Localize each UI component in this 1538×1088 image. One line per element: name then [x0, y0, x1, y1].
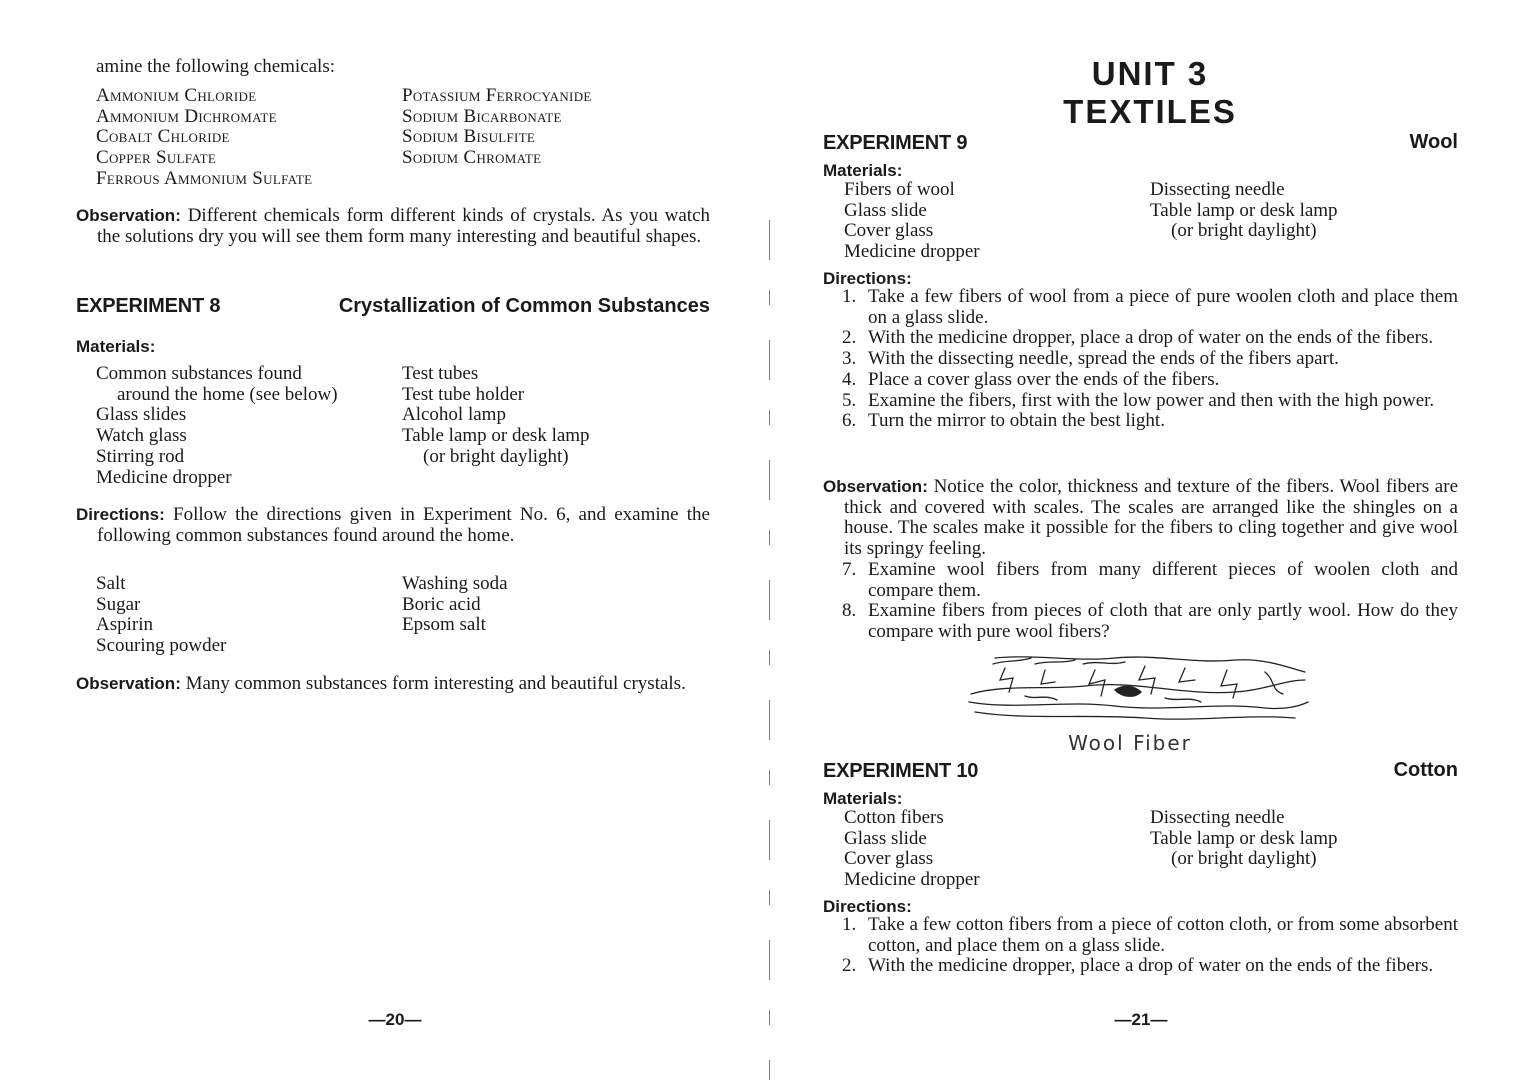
step-number: 7. [842, 559, 857, 580]
directions-label: Directions: [823, 269, 912, 288]
experiment-10-heading: EXPERIMENT 10 [823, 760, 979, 782]
experiment-8-heading: EXPERIMENT 8 [76, 295, 221, 317]
page-number: —21— [1114, 1010, 1168, 1029]
right-page [770, 0, 1538, 1088]
chemical-item: Sodium Chromate [402, 147, 542, 169]
step-number: 4. [842, 368, 857, 390]
substances-list-col1 [96, 574, 396, 657]
experiment-8-title: Crystallization of Common Substances [338, 295, 710, 317]
step-number: 2. [842, 327, 857, 349]
experiment-9-title: Wool [1409, 131, 1458, 153]
materials-list-col1 [844, 180, 1144, 263]
chemicals-list-col1 [96, 86, 396, 190]
substances-list-col2 [402, 574, 702, 636]
step-text: Turn the mirror to obtain the best light. [868, 410, 1165, 432]
materials-label: Materials: [823, 161, 903, 180]
materials-list-col1 [844, 808, 1144, 891]
material-item: Fibers of wool [844, 179, 955, 200]
step-number: 6. [842, 410, 857, 432]
material-item: Stirring rod [96, 445, 185, 467]
direction-step [842, 956, 1458, 977]
direction-step [842, 915, 1458, 956]
material-item: Medicine dropper [96, 466, 232, 488]
material-item: Table lamp or desk lamp [1150, 827, 1338, 849]
material-item: Watch glass [96, 425, 187, 447]
direction-step [842, 560, 1458, 601]
observation-label: Observation: [76, 206, 181, 225]
wool-fiber-drawing [965, 650, 1310, 725]
materials-label: Materials: [76, 337, 156, 356]
observation-text: Different chemicals form different kinds of crystals. As you watch the solutions dry you will see them form many interesting and beautiful shapes. [97, 205, 711, 247]
step-number: 8. [842, 600, 857, 622]
direction-step [842, 287, 1458, 328]
material-item: Table lamp or desk lamp [1150, 199, 1338, 221]
material-item: Table lamp or desk lamp [402, 425, 590, 447]
step-text: With the medicine dropper, place a drop of water on the ends of the fibers. [868, 955, 1434, 977]
observation-text: Many common substances form interesting and beautiful crystals. [185, 673, 686, 694]
material-item: Test tubes [402, 363, 479, 384]
step-number: 1. [842, 914, 857, 935]
step-text: Examine fibers from pieces of cloth that are only partly wool. How do they compare with pure wool fibers? [868, 600, 1458, 643]
step-text: Examine wool fibers from many different pieces of woolen cloth and compare them. [868, 559, 1458, 601]
chemicals-list-col2 [402, 86, 702, 169]
figure-caption: Wool Fiber [1068, 731, 1192, 755]
direction-step [842, 391, 1458, 412]
step-number: 1. [842, 286, 857, 307]
direction-step [842, 349, 1458, 370]
chemical-item: Ammonium Dichromate [96, 105, 277, 127]
experiment-9-heading: EXPERIMENT 9 [823, 132, 968, 154]
observation-text: Notice the color, thickness and texture of the fibers. Wool fibers are thick and covered with scales. The scales are arranged like the shingles on a house. The scales make it possible for the fibers to cling together and give wool its springy feeling. [844, 476, 1459, 560]
material-item: Dissecting needle [1150, 179, 1285, 200]
observation-paragraph [76, 674, 710, 695]
material-item: Glass slides [96, 404, 187, 426]
direction-step [842, 601, 1458, 642]
step-text: Examine the fibers, first with the low power and then with the high power. [868, 389, 1435, 411]
directions-list-continued [842, 560, 1458, 643]
materials-list-col2 [1150, 180, 1450, 242]
materials-label: Materials: [823, 789, 903, 808]
material-item: Alcohol lamp [402, 404, 506, 426]
substance-item: Sugar [96, 593, 141, 615]
unit-name: TEXTILES [1063, 93, 1237, 130]
experiment-10-title: Cotton [1393, 759, 1458, 781]
direction-step [842, 411, 1458, 432]
step-text: With the medicine dropper, place a drop of water on the ends of the fibers. [868, 327, 1434, 349]
materials-list-col2 [402, 364, 702, 468]
chemical-item: Ferrous Ammonium Sulfate [96, 167, 313, 189]
substance-item: Scouring powder [96, 635, 227, 657]
material-item: Medicine dropper [844, 241, 980, 263]
step-number: 5. [842, 389, 857, 411]
chemical-item: Copper Sulfate [96, 147, 217, 169]
material-item: (or bright daylight) [1171, 220, 1317, 242]
substance-item: Washing soda [402, 573, 508, 594]
step-text: With the dissecting needle, spread the ends of the fibers apart. [868, 348, 1339, 370]
substance-item: Salt [96, 573, 126, 594]
material-item: Cover glass [844, 220, 934, 242]
observation-paragraph [76, 206, 710, 247]
material-item: around the home (see below) [117, 383, 338, 405]
materials-list-col2 [1150, 808, 1450, 870]
step-text: Place a cover glass over the ends of the fibers. [868, 368, 1220, 390]
step-number: 3. [842, 348, 857, 370]
directions-paragraph [76, 505, 710, 546]
material-item: Cover glass [844, 848, 934, 870]
step-text: Take a few cotton fibers from a piece of cotton cloth, or from some absorbent cotton, and place them on a glass slide. [868, 914, 1458, 956]
step-number: 2. [842, 955, 857, 977]
directions-label: Directions: [823, 897, 912, 916]
chemical-item: Sodium Bisulfite [402, 126, 536, 148]
substance-item: Epsom salt [402, 614, 486, 636]
chemical-item: Cobalt Chloride [96, 126, 230, 148]
material-item: (or bright daylight) [1171, 848, 1317, 870]
observation-label: Observation: [823, 477, 928, 496]
direction-step [842, 328, 1458, 349]
material-item: Test tube holder [402, 383, 525, 405]
observation-paragraph [823, 477, 1458, 560]
material-item: Glass slide [844, 199, 927, 221]
step-text: Take a few fibers of wool from a piece of pure woolen cloth and place them on a glass slide. [868, 286, 1458, 328]
page-number: —20— [368, 1010, 422, 1029]
direction-step [842, 370, 1458, 391]
unit-title [1000, 55, 1300, 131]
material-item: Glass slide [844, 827, 927, 849]
directions-list [842, 915, 1458, 977]
chemical-item: Potassium Ferrocyanide [402, 85, 592, 106]
chemical-item: Sodium Bicarbonate [402, 105, 562, 127]
material-item: Common substances found [96, 363, 302, 384]
observation-label: Observation: [76, 674, 181, 693]
substance-item: Aspirin [96, 614, 153, 636]
unit-number: UNIT 3 [1091, 55, 1209, 92]
material-item: (or bright daylight) [423, 445, 569, 467]
material-item: Cotton fibers [844, 807, 944, 828]
material-item: Medicine dropper [844, 869, 980, 891]
directions-text: Follow the directions given in Experiment No. 6, and examine the following common substances found around the home. [97, 504, 710, 546]
material-item: Dissecting needle [1150, 807, 1285, 828]
directions-label: Directions: [76, 505, 165, 524]
chemical-item: Ammonium Chloride [96, 85, 257, 106]
substance-item: Boric acid [402, 593, 481, 615]
materials-list-col1 [96, 364, 396, 488]
intro-text: amine the following chemicals: [96, 56, 336, 77]
directions-list [842, 287, 1458, 432]
